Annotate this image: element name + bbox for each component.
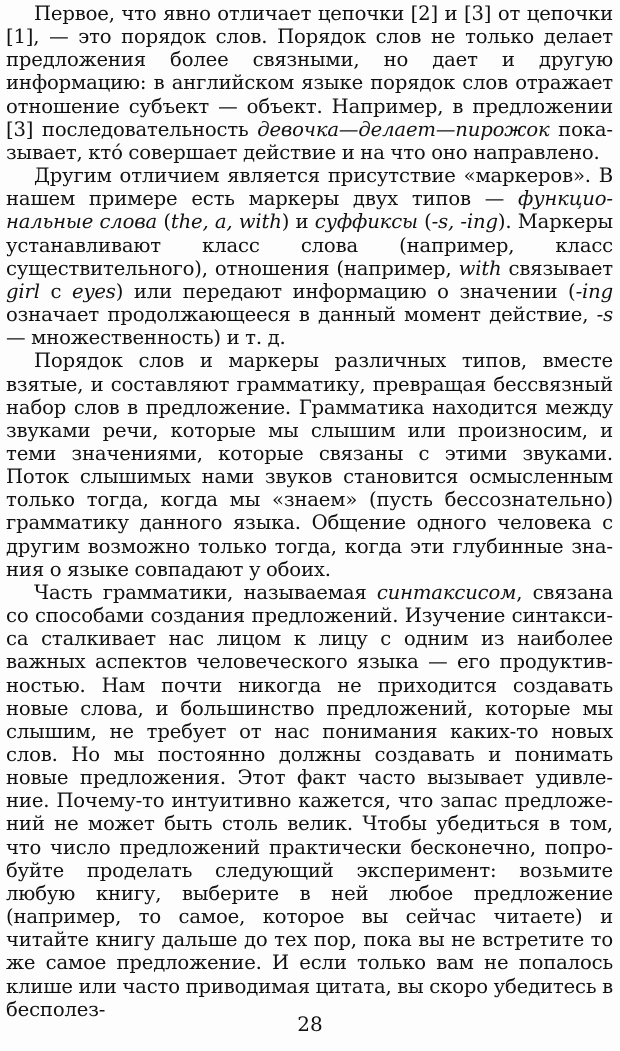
text-run: ( xyxy=(157,210,171,234)
paragraph-3 xyxy=(6,349,613,581)
text-run: с xyxy=(39,279,72,303)
italic-text: the, a, with xyxy=(170,210,282,234)
italic-text: синтаксисом xyxy=(376,580,517,604)
italic-text: -s xyxy=(596,303,613,327)
text-run: связывает xyxy=(501,256,614,280)
italic-text: функциональные слова xyxy=(6,187,613,234)
text-run: , связана со способами создания предложений. Изучение синтаксиса сталкивает нас лицом к лицу с одним из наиболее важных аспектов человеческого языка — его продуктивностью. Нам почти никогда не приходится создавать новые слова, и большинство предложений, которые мы слышим, не требует от нас понимания каких-то новых слов. Но мы постоянно должны создавать и понимать новые предложения. Этот факт часто вызывает удивление. Почему-то интуитивно кажется, что запас предложений не может быть столь велик. Чтобы убедиться в том, что число предложений практически бесконечно, попробуйте проделать следующий эксперимент: возьмите любую книгу, выберите в ней любое предложение (например, то самое, которое вы сейчас читаете) и читайте книгу дальше до тех пор, пока вы не встретите то же самое предложение. И если только вам не попалось клише или часто приводимая цитата, вы скоро убедитесь в бесполез- xyxy=(6,580,613,1021)
text-run: означает продолжающееся в данный момент действие, xyxy=(6,303,597,327)
italic-text: eyes xyxy=(72,279,116,303)
text-run: ) или передают информацию о значении ( xyxy=(115,279,576,303)
text-run: Первое, что явно отличает цепочки [2] и [3] от цепочки [1], — это порядок слов. Порядок слов не только делает предложения более связными, но дает и другую информацию: в английском языке порядок слов отражает отношение субъект — объект. Например, в предложении [3] последовательность xyxy=(6,2,613,141)
page-number: 28 xyxy=(297,1012,323,1036)
italic-text: суффиксы xyxy=(314,210,418,234)
paragraph-2 xyxy=(6,164,613,349)
text-run: — множественность) и т. д. xyxy=(6,326,286,350)
text-run: Порядок слов и маркеры различных типов, вместе взятые, и составляют грамматику, превращая бессвязный набор слов в предложение. Грамматика находится между звуками речи, которые мы слышим или произносим, и теми значениями, которые связаны с этими звуками. Поток слышимых нами звуков становится осмысленным только тогда, когда мы «знаем» (пусть бессознательно) грамматику данного языка. Общение одного человека с другим возможно только тогда, когда эти глубинные знания о языке совпадают у обоих. xyxy=(6,349,613,581)
italic-text: -ing xyxy=(575,279,614,303)
text-run: Часть грамматики, называемая xyxy=(34,580,377,604)
italic-text: -s, -ing xyxy=(431,210,498,234)
text-run: показывает, кто́ совершает действие и на что оно направлено. xyxy=(6,117,613,164)
italic-text: girl xyxy=(6,279,40,303)
text-run: ). Маркеры устанавливают класс слова (например, класс существительного), отношения (например, xyxy=(6,210,613,280)
body-text xyxy=(6,2,613,1021)
text-run: ( xyxy=(417,210,432,234)
paragraph-4 xyxy=(6,581,613,1021)
paragraph-1 xyxy=(6,2,613,164)
text-run: ) и xyxy=(281,210,315,234)
italic-text: with xyxy=(458,256,502,280)
text-run: Другим отличием является присутствие «маркеров». В нашем примере есть маркеры двух типов — xyxy=(6,164,613,211)
italic-text: девочка—делает—пирожок xyxy=(257,117,550,141)
